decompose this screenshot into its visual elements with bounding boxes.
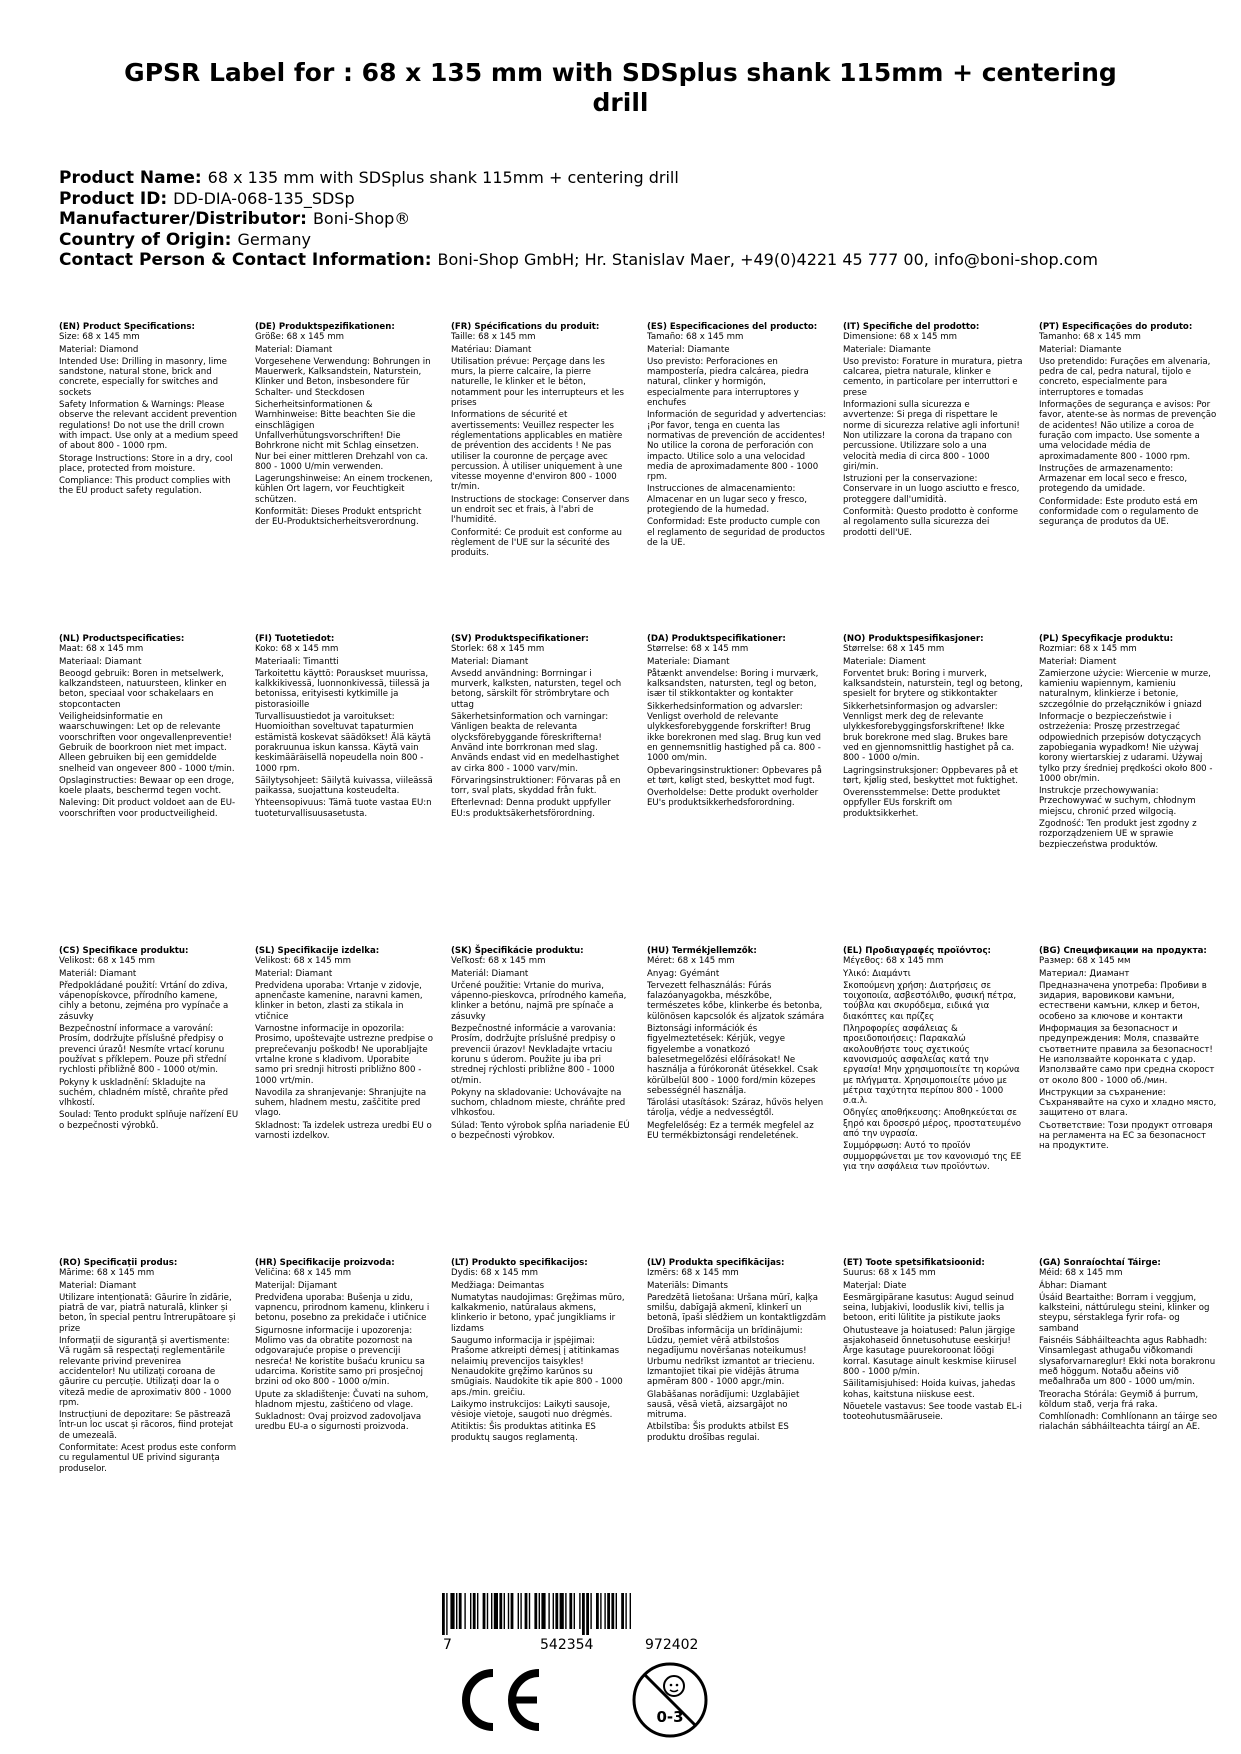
barcode-bar xyxy=(508,1593,509,1629)
spec-line: Размер: 68 x 145 мм xyxy=(1039,956,1131,967)
spec-line: Material: Diamant xyxy=(255,968,333,979)
spec-line: Méid: 68 x 145 mm xyxy=(1039,1268,1123,1279)
spec-heading: (LT) Produkto specifikacijos: xyxy=(451,1258,588,1268)
spec-line: Οδηγίες αποθήκευσης: Αποθηκεύεται σε ξηρό και δροσερό μέρος, προστατευμένο από την υγρασία. xyxy=(843,1108,1022,1140)
spec-line: Istruzioni per la conservazione: Conservare in un luogo asciutto e fresco, proteggere dall'umidità. xyxy=(843,474,1020,505)
spec-line: Size: 68 x 145 mm xyxy=(59,332,140,343)
spec-line: Instructions de stockage: Conserver dans un endroit sec et frais, à l'abri de l'humidité. xyxy=(451,494,630,526)
spec-line: Paredzētā lietošana: Uršana mūrī, kaļķa smilšu, dabīgajā akmenī, klinkerī un betonā, īpaši slēdžiem un kontaktligzdām xyxy=(647,1292,826,1324)
spec-line: Instrukcje przechowywania: Przechowywać w suchym, chłodnym miejscu, chronić przed wilgocią. xyxy=(1039,786,1196,817)
spec-line: Suurus: 68 x 145 mm xyxy=(843,1268,936,1279)
product-id-row xyxy=(59,189,1219,210)
spec-line: Storage Instructions: Store in a dry, cool place, protected from moisture. xyxy=(59,453,233,474)
spec-block xyxy=(647,1258,827,1445)
spec-line: Upute za skladištenje: Čuvati na suhom, hladnom mjestu, zaštićeno od vlage. xyxy=(255,1389,429,1410)
spec-line: Vorgesehene Verwendung: Bohrungen in Mauerwerk, Kalksandstein, Naturstein, Klinker und Beton, insbesondere für Schalter- und Steckdosen xyxy=(255,356,431,398)
spec-heading: (PL) Specyfikacje produktu: xyxy=(1039,634,1174,644)
spec-heading: (HR) Specifikacije proizvoda: xyxy=(255,1258,395,1268)
spec-heading: (CS) Specifikace produktu: xyxy=(59,946,189,956)
spec-line: Predvidena uporaba: Vrtanje v zidovje, apnenčaste kamenine, naravni kamen, klinker in beton, zlasti za stikala in vtičnice xyxy=(255,980,423,1022)
info-label: Product Name: xyxy=(59,168,202,188)
spec-line: Informații de siguranță și avertismente: Vă rugăm să respectați reglementările relevante privind prevenirea accidentelor! Nu utilizați coroana de găurire cu percuție. Utilizați doar la o viteză medie de aproximativ 800 - 1000 rpm. xyxy=(59,1336,232,1408)
spec-line: Material: Diamante xyxy=(1039,344,1122,355)
barcode-bar xyxy=(470,1593,471,1629)
spec-line: Størrelse: 68 x 145 mm xyxy=(647,644,749,655)
spec-block xyxy=(255,1258,435,1435)
spec-block xyxy=(647,322,827,550)
spec-line: Pokyny na skladovanie: Uchovávajte na suchom, chladnom mieste, chráňte pred vlhkosťou. xyxy=(451,1087,626,1119)
spec-heading: (PT) Especificações do produto: xyxy=(1039,322,1193,332)
spec-heading: (DE) Produktspezifikationen: xyxy=(255,322,395,332)
spec-line: Bezpečnostní informace a varování: Prosím, dodržujte příslušné předpisy o prevenci úrazů! Nesmíte vrtací korunu používat s příklepem. Pouze při střední rychlosti přibližně 800 - 1000 ot/min. xyxy=(59,1024,227,1076)
spec-line: Pokyny k uskladnění: Skladujte na suchém, chladném místě, chraňte před vlhkostí. xyxy=(59,1077,229,1109)
spec-line: Opbevaringsinstruktioner: Opbevares på et tørt, køligt sted, beskyttet mod fugt. xyxy=(647,765,822,786)
spec-line: Материал: Диамант xyxy=(1039,968,1130,979)
spec-line: Съответствие: Този продукт отговаря на регламента на ЕС за безопасност на продуктите. xyxy=(1039,1120,1213,1152)
barcode-bar xyxy=(548,1593,549,1629)
spec-heading: (HU) Termékjellemzők: xyxy=(647,946,757,956)
spec-block xyxy=(647,946,827,1143)
age-label: 0-3 xyxy=(656,1708,684,1726)
spec-line: Material: Diamant xyxy=(59,1280,137,1291)
spec-line: Μέγεθος: 68 x 145 mm xyxy=(843,956,944,967)
product-info xyxy=(59,168,1219,271)
spec-line: Soulad: Tento produkt splňuje nařízení EU o bezpečnosti výrobků. xyxy=(59,1110,239,1131)
barcode-bar xyxy=(621,1593,624,1629)
spec-line: Uso pretendido: Furações em alvenaria, pedra de cal, pedra natural, tijolo e concreto, especialmente para interruptores e tomadas xyxy=(1039,356,1211,398)
spec-line: Tamaño: 68 x 145 mm xyxy=(647,332,744,343)
spec-line: Storlek: 68 x 145 mm xyxy=(451,644,545,655)
spec-line: Informazioni sulla sicurezza e avvertenze: Si prega di rispettare le norme di sicurezza relative agli infortuni! Non utilizzare la corona da trapano con percussione. Utilizzare solo a una velocità media di circa 800 - 1000 giri/min. xyxy=(843,400,1020,472)
barcode-bar xyxy=(494,1593,498,1629)
contact-row xyxy=(59,250,1219,271)
spec-line: Materiaal: Diamant xyxy=(59,656,142,667)
spec-line: Comhlíonadh: Comhlíonann an táirge seo rialachán sábháilteachta táirgí an AE. xyxy=(1039,1412,1218,1433)
spec-line: Tervezett felhasználás: Fúrás falazóanyagokba, mészkőbe, természetes kőbe, klinkerbe és betonba, különösen kapcsolók és aljzatok számára xyxy=(647,980,825,1022)
spec-heading: (ET) Toote spetsifikatsioonid: xyxy=(843,1258,985,1268)
spec-block xyxy=(451,1258,631,1445)
barcode-bar xyxy=(442,1593,445,1635)
spec-line: Инструкции за съхранение: Съхранявайте на сухо и хладно място, защитено от влага. xyxy=(1039,1087,1217,1119)
spec-line: Σκοπούμενη χρήση: Διατρήσεις σε τοιχοποιία, ασβεστόλιθο, φυσική πέτρα, τούβλα και σκυρόδεμα, ειδικά για διακόπτες και πρίζες xyxy=(843,980,1017,1022)
spec-line: Conformidade: Este produto está em conformidade com o regulamento de segurança de produtos da UE. xyxy=(1039,496,1199,528)
barcode xyxy=(440,1593,740,1635)
spec-line: Laikymo instrukcijos: Laikyti sausoje, vėsioje vietoje, saugoti nuo drėgmės. xyxy=(451,1399,613,1421)
spec-line: Předpokládané použití: Vrtání do zdiva, vápenopískovce, přírodního kamene, cihly a betonu, zejména pro vypínače a zásuvky xyxy=(59,980,229,1022)
spec-heading: (EN) Product Specifications: xyxy=(59,322,195,332)
barcode-bar xyxy=(446,1593,447,1635)
spec-line: Varnostne informacije in opozorila: Prosimo, upoštevajte ustrezne predpise o preprečevanju poškodb! Ne uporabljajte vrtalne krone s kladivom. Uporabite samo pri srednji hitrosti približno 800 - 1000 vrt/min. xyxy=(255,1024,434,1086)
spec-heading: (FI) Tuotetiedot: xyxy=(255,634,335,644)
spec-line: Saugumo informacija ir įspėjimai: Prašome atkreipti dėmesį į atitinkamas nelaimių prevencijos taisykles! Nenaudokite gręžimo karūnos su smūgiais. Naudokite tik apie 800 - 1000 aps./min. greičiu. xyxy=(451,1336,623,1398)
spec-line: Matériau: Diamant xyxy=(451,344,532,355)
spec-line: Navodila za shranjevanje: Shranjujte na suhem, hladnem mestu, zaščitite pred vlago. xyxy=(255,1087,427,1119)
spec-line: Información de seguridad y advertencias: ¡Por favor, tenga en cuenta las normativas de prevención de accidentes! No utilice la corona de perforación con impacto. Utilice solo a una velocidad media de aproximadamente 800 - 1000 rpm. xyxy=(647,410,827,483)
barcode-bar xyxy=(477,1593,478,1629)
spec-line: Material: Diamant xyxy=(255,344,333,355)
spec-block xyxy=(1039,322,1219,530)
spec-line: Utilizare intenționată: Găurire în zidărie, piatră de var, piatră naturală, klinker și beton, în special pentru întrerupătoare și prize xyxy=(59,1292,236,1334)
spec-line: Overholdelse: Dette produkt overholder EU's produktsikkerhedsforordning. xyxy=(647,788,819,809)
barcode-bar xyxy=(529,1593,530,1629)
spec-line: Förvaringsinstruktioner: Förvaras på en torr, sval plats, skyddad från fukt. xyxy=(451,775,621,797)
spec-line: Dimensione: 68 x 145 mm xyxy=(843,332,957,343)
barcode-bar xyxy=(565,1593,566,1629)
spec-line: Úsáid Beartaithe: Borram i veggjum, kalksteini, náttúrulegu steini, klinker og steypu, sérstaklega fyrir rofa- og samband xyxy=(1039,1292,1210,1334)
spec-line: Méret: 68 x 145 mm xyxy=(647,956,735,967)
barcode-bar xyxy=(604,1593,605,1629)
spec-line: Υλικό: Διαμάντι xyxy=(843,968,911,979)
page-title: GPSR Label for : 68 x 135 mm with SDSplus shank 115mm + centering drill xyxy=(124,58,1117,117)
spec-line: Súlad: Tento výrobok spĺňa nariadenie EÚ o bezpečnosti výrobkov. xyxy=(451,1120,630,1142)
spec-line: Sicherheitsinformationen & Warnhinweise: Bitte beachten Sie die einschlägigen Unfallverhütungsvorschriften! Die Bohrkrone nicht mit Schlag einsetzen. Nur bei einer mittleren Drehzahl von ca. 800 - 1000 U/min verwenden. xyxy=(255,400,428,472)
barcode-bar xyxy=(459,1593,462,1629)
spec-block xyxy=(451,946,631,1143)
info-label: Product ID: xyxy=(59,188,168,209)
spec-line: Materiale: Diament xyxy=(843,656,926,667)
barcode-bar xyxy=(555,1593,558,1629)
spec-line: Ohutusteave ja hoiatused: Palun järgige asjakohaseid õnnetusohutuse eeskirju! Ärge kasutage puurekoroonat löögi korral. Kasutage ainult keskmise kiirusel 800 - 1000 p/min. xyxy=(843,1325,1017,1377)
barcode-bar xyxy=(464,1593,465,1629)
spec-line: Biztonsági információk és figyelmeztetések: Kérjük, vegye figyelembe a vonatkozó balesetmegelőzési előírásokat! Ne használja a fúrókoronát ütésekkel. Csak körülbelül 800 - 1000 ford/min közepes sebességnél használja. xyxy=(647,1024,818,1096)
spec-line: Atbilstība: Šis produkts atbilst ES produktu drošības regulai. xyxy=(647,1422,789,1443)
spec-block xyxy=(1039,946,1219,1154)
barcode-bar xyxy=(518,1593,519,1629)
barcode-digit-left: 7 xyxy=(443,1637,452,1653)
spec-heading: (DA) Produktspecifikationer: xyxy=(647,634,786,644)
spec-line: Säilitamisjuhised: Hoida kuivas, jahedas kohas, kaitstuna niiskuse eest. xyxy=(843,1379,1016,1400)
barcode-bar xyxy=(616,1593,617,1629)
spec-line: Materiaali: Timantti xyxy=(255,656,339,667)
spec-line: Informacje o bezpieczeństwie i ostrzeżenia: Proszę przestrzegać odpowiednich przepisów dotyczących zapobiegania wypadkom! Nie używaj korony wiertarskiej z udarami. Używaj tylko przy średniej prędkości około 800 - 1000 obr/min. xyxy=(1039,712,1213,784)
spec-line: Conformité: Ce produit est conforme au règlement de l'UE sur la sécurité des produits. xyxy=(451,527,622,559)
spec-line: Atitiktis: Šis produktas atitinka ES produktų saugos reglamentą. xyxy=(451,1422,596,1443)
barcode-bar xyxy=(596,1593,599,1629)
barcode-bar xyxy=(539,1593,540,1629)
spec-line: Instruções de armazenamento: Armazenar em local seco e fresco, protegendo da umidade. xyxy=(1039,463,1188,495)
spec-block xyxy=(1039,634,1219,852)
spec-line: Eesmärgipärane kasutus: Augud seinud seina, lubjakivi, looduslik kivi, tellis ja betoon, eriti lülitite ja pistikute jaoks xyxy=(843,1292,1014,1324)
info-value: Boni-Shop GmbH; Hr. Stanislav Maer, +49(0)4221 45 777 00, info@boni-shop.com xyxy=(437,250,1098,269)
spec-line: Instrucciones de almacenamiento: Almacenar en un lugar seco y fresco, protegiendo de la humedad. xyxy=(647,484,807,516)
spec-line: Conformità: Questo prodotto è conforme al regolamento sulla sicurezza dei prodotti dell'UE. xyxy=(843,507,1018,538)
spec-line: Compliance: This product complies with the EU product safety regulation. xyxy=(59,476,231,497)
spec-line: Forventet bruk: Boring i murverk, kalksandstein, naturstein, tegl og betong, spesielt for brytere og stikkontakter xyxy=(843,668,1023,700)
spec-line: Materiál: Diamant xyxy=(451,968,529,979)
spec-heading: (NO) Produktspesifikasjoner: xyxy=(843,634,984,644)
spec-line: Predviđena uporaba: Bušenja u zidu, vapnencu, prirodnom kamenu, klinkeru i betonu, posebno za prekidače i utičnice xyxy=(255,1292,430,1324)
country-row xyxy=(59,230,1219,251)
spec-line: Tárolási utasítások: Száraz, hűvös helyen tárolja, védje a nedvességtől. xyxy=(647,1098,824,1119)
spec-line: Skladnost: Ta izdelek ustreza uredbi EU o varnosti izdelkov. xyxy=(255,1120,432,1142)
info-value: DD-DIA-068-135_SDSp xyxy=(173,188,355,208)
info-value: 68 x 135 mm with SDSplus shank 115mm + centering drill xyxy=(207,168,679,187)
spec-line: Påtænkt anvendelse: Boring i murværk, kalksandsten, natursten, tegl og beton, især til stikkontakter og kontakter xyxy=(647,668,819,700)
spec-line: Materijal: Dijamant xyxy=(255,1280,338,1291)
spec-line: Tamanho: 68 x 145 mm xyxy=(1039,332,1141,343)
spec-line: Izmērs: 68 x 145 mm xyxy=(647,1268,739,1279)
spec-line: Treoracha Stórála: Geymið á þurrum, köldum stað, verja frá raka. xyxy=(1039,1389,1199,1410)
spec-line: Material: Diamant xyxy=(451,656,529,667)
barcode-bar xyxy=(625,1593,626,1629)
spec-heading: (EL) Προδιαγραφές προϊόντος: xyxy=(843,946,991,956)
barcode-bar xyxy=(586,1593,589,1635)
barcode-bar xyxy=(534,1593,537,1629)
barcode-bar xyxy=(473,1593,476,1629)
spec-line: Conformidad: Este producto cumple con el reglamento de seguridad de productos de la UE. xyxy=(647,517,825,548)
spec-line: Materiale: Diamant xyxy=(647,656,730,667)
spec-heading: (NL) Productspecificaties: xyxy=(59,634,185,644)
spec-line: Ábhar: Diamant xyxy=(1039,1280,1107,1291)
spec-line: Materiale: Diamante xyxy=(843,344,931,355)
barcode-bar xyxy=(579,1593,580,1629)
spec-line: Informações de segurança e avisos: Por favor, atente-se às normas de prevenção de acidentes! Não utilize a coroa de furação com impacto. Use somente a uma velocidade média de aproximadamente 800 - 1000 rpm. xyxy=(1039,400,1217,462)
spec-line: Bezpečnostné informácie a varovania: Prosím, dodržujte príslušné predpisy o prevencii úrazov! Nevkladajte vrtaciu korunu s úderom. Použite ju iba pri strednej rýchlosti približne 800 - 1000 ot/min. xyxy=(451,1024,616,1086)
info-value: Boni-Shop® xyxy=(312,209,411,228)
spec-line: Säkerhetsinformation och varningar: Vänligen beakta de relevanta olycksförebyggande föreskrifterna! Använd inte borrkronan med slag. Används endast vid en medelhastighet av cirka 800 - 1000 varv/min. xyxy=(451,712,620,774)
barcode-bar xyxy=(483,1593,486,1629)
spec-line: Instrucțiuni de depozitare: Se păstrează într-un loc uscat și răcoros, fiind protejat de umezeală. xyxy=(59,1410,234,1441)
spec-line: Πληροφορίες ασφάλειας & προειδοποιήσεις: Παρακαλώ ακολουθήστε τους σχετικούς κανονισμούς ασφαλείας κατά την εργασία! Μην χρησιμοποιείτε τη κορώνα με πλήγματα. Χρησιμοποιείτε μόνο με μέτρια ταχύτητα περίπου 800 - 1000 σ.α.λ. xyxy=(843,1024,1020,1107)
barcode-bar xyxy=(525,1593,528,1629)
spec-line: Tarkoitettu käyttö: Porauskset muurissa, kalkkikivessä, luonnonkivessä, tiilessä ja betonissa, erityisesti kytkimille ja pistorasioille xyxy=(255,668,430,710)
spec-line: Utilisation prévue: Perçage dans les murs, la pierre calcaire, la pierre naturelle, le klinker et le béton, notamment pour les interrupteurs et les prises xyxy=(451,356,624,409)
spec-line: Megfelelőség: Ez a termék megfelel az EU termékbiztonsági rendeletének. xyxy=(647,1120,814,1142)
info-label: Country of Origin: xyxy=(59,229,232,250)
spec-line: Safety Information & Warnings: Please observe the relevant accident prevention regulations! Do not use the drill crown with impact. Use only at a medium speed of about 800 - 1000 rpm. xyxy=(59,400,239,452)
spec-block xyxy=(843,322,1023,540)
spec-line: Mărime: 68 x 145 mm xyxy=(59,1268,155,1279)
ce-mark-icon xyxy=(455,1665,545,1735)
barcode-bar xyxy=(491,1593,492,1629)
spec-line: Størrelse: 68 x 145 mm xyxy=(843,644,945,655)
spec-line: Nõuetele vastavus: See toode vastab EL-i tooteohutusmääruseie. xyxy=(843,1401,1022,1423)
spec-line: Efterlevnad: Denna produkt uppfyller EU:s produktsäkerhetsförordning. xyxy=(451,798,611,819)
spec-line: Opslaginstructies: Bewaar op een droge, koele plaats, beschermd tegen vocht. xyxy=(59,775,235,797)
spec-block xyxy=(843,1258,1023,1424)
spec-line: Koko: 68 x 145 mm xyxy=(255,644,339,655)
spec-line: Lagringsinstruksjoner: Oppbevares på et tørt, kjølig sted, beskyttet mot fuktighet. xyxy=(843,765,1019,786)
spec-heading: (RO) Specificații produs: xyxy=(59,1258,178,1268)
spec-line: Veiligheidsinformatie en waarschuwingen: Let op de relevante voorschriften voor ongevallenpreventie! Gebruik de boorkroon niet met impact. Alleen gebruiken bij een gemiddelde snelheid van ongeveer 800 - 1000 t/min. xyxy=(59,712,235,774)
spec-line: Veličina: 68 x 145 mm xyxy=(255,1268,352,1279)
spec-heading: (ES) Especificaciones del producto: xyxy=(647,322,818,332)
barcode-bar xyxy=(574,1593,575,1629)
spec-block xyxy=(451,322,631,561)
barcode-bar xyxy=(630,1593,631,1629)
spec-line: Intended Use: Drilling in masonry, lime sandstone, natural stone, brick and concrete, especially for switches and sockets xyxy=(59,356,227,398)
spec-line: Materjal: Diate xyxy=(843,1280,907,1291)
spec-line: Conformitate: Acest produs este conform cu regulamentul UE privind siguranța produselor. xyxy=(59,1443,237,1474)
spec-line: Beoogd gebruik: Boren in metselwerk, kalkzandsteen, natuursteen, klinker en beton, speciaal voor schakelaars en stopcontacten xyxy=(59,668,227,710)
spec-block xyxy=(1039,1258,1219,1435)
barcode-bar xyxy=(520,1593,521,1629)
not-for-children-0-3-icon xyxy=(630,1660,710,1740)
spec-line: Medžiaga: Deimantas xyxy=(451,1280,545,1291)
barcode-bar xyxy=(582,1593,585,1635)
barcode-bar xyxy=(511,1593,514,1629)
spec-block xyxy=(59,634,239,821)
spec-line: Sikkerhedsinformation og advarsler: Venligst overhold de relevante ulykkesforebyggende forskrifter! Brug ikke borekronen med slag. Brug kun ved en gennemsnitlig hastighed på ca. 800 - 1000 om/min. xyxy=(647,701,822,764)
barcode-bar xyxy=(607,1593,610,1629)
spec-line: Material: Diamante xyxy=(647,344,730,355)
barcode-bar xyxy=(600,1593,601,1629)
spec-line: Naleving: Dit product voldoet aan de EU-voorschriften voor productveiligheid. xyxy=(59,798,236,819)
spec-heading: (LV) Produkta specifikācijas: xyxy=(647,1258,785,1268)
spec-line: Информация за безопасност и предупреждения: Моля, спазвайте съответните правила за безопасност! Не използвайте коронката с удар. Използвайте само при средна скорост от около 800 - 1000 об./мин. xyxy=(1039,1024,1215,1086)
spec-line: Informations de sécurité et avertissements: Veuillez respecter les réglementations applicables en matière de prévention des accidents ! Ne pas utiliser la couronne de perçage avec percussion. À utiliser uniquement à une vitesse moyenne d'environ 800 - 1000 tr/min. xyxy=(451,410,623,493)
spec-line: Drošības informācija un brīdinājumi: Lūdzu, ņemiet vērā atbilstošos negadījumu novēršanas noteikumus! Urbumu nedrīkst izmantot ar triecienu. Izmantojiet tikai pie vidējās ātruma apmēram 800 - 1000 apgr./min. xyxy=(647,1325,815,1388)
spec-line: Taille: 68 x 145 mm xyxy=(451,332,536,343)
barcode-bar xyxy=(456,1593,457,1629)
spec-block xyxy=(843,634,1023,821)
barcode-bar xyxy=(541,1593,545,1629)
spec-line: Dydis: 68 x 145 mm xyxy=(451,1268,539,1279)
spec-line: Turvallisuustiedot ja varoitukset: Huomioithan soveltuvat tapaturmien estämistä koskevat säädökset! Älä käytä porakruunua iskun kanssa. Käytä vain keskimääräisellä nopeudella noin 800 - 1000 rpm. xyxy=(255,712,431,774)
product-name-row xyxy=(59,168,1219,189)
spec-line: Konformität: Dieses Produkt entspricht der EU-Produktsicherheitsverordnung. xyxy=(255,507,422,528)
spec-heading: (FR) Spécifications du produit: xyxy=(451,322,600,332)
spec-line: Glabāšanas norādījumi: Uzglabājiet sausā, vēsā vietā, aizsargājot no mitruma. xyxy=(647,1389,800,1421)
barcode-bar xyxy=(487,1593,488,1629)
spec-block xyxy=(843,946,1023,1174)
barcode-bar xyxy=(553,1593,554,1629)
spec-line: Lagerungshinweise: An einem trockenen, kühlen Ort lagern, vor Feuchtigkeit schützen. xyxy=(255,474,433,505)
spec-block xyxy=(255,634,435,821)
spec-line: Material: Diamond xyxy=(59,344,139,355)
spec-line: Sukladnost: Ovaj proizvod zadovoljava uredbu EU-a o sigurnosti proizvoda. xyxy=(255,1412,422,1433)
barcode-digits-middle: 542354 xyxy=(540,1637,594,1653)
barcode-bar xyxy=(499,1593,502,1629)
spec-block xyxy=(59,946,239,1133)
spec-heading: (SV) Produktspecifikationer: xyxy=(451,634,589,644)
spec-line: Velikost: 68 x 145 mm xyxy=(255,956,352,967)
spec-line: Sikkerhetsinformasjon og advarsler: Vennligst merk deg de relevante ulykkesforebyggingsforskriftene! Ikke bruk borekrone med slag. Brukes bare ved en gjennomsnittlig hastighet på ca. 800 - 1000 o/min. xyxy=(843,701,1015,764)
spec-line: Veľkosť: 68 x 145 mm xyxy=(451,956,546,967)
barcode-bar xyxy=(504,1593,505,1629)
spec-line: Numatytas naudojimas: Gręžimas mūro, kalkakmenio, natūralaus akmens, klinkerio ir betono, ypač jungikliams ir lizdams xyxy=(451,1292,625,1334)
info-label: Manufacturer/Distributor: xyxy=(59,209,307,229)
spec-heading: (SK) Špecifikácie produktu: xyxy=(451,946,584,956)
spec-line: Zgodność: Ten produkt jest zgodny z rozporządzeniem UE w sprawie bezpieczeństwa produktów. xyxy=(1039,819,1197,850)
manufacturer-row xyxy=(59,209,1219,230)
spec-line: Zamierzone użycie: Wiercenie w murze, kamieniu wapiennym, kamieniu naturalnym, klinkierze i betonie, szczególnie do przełączników i gniazd xyxy=(1039,668,1211,710)
spec-line: Uso previsto: Perforaciones en mampostería, piedra calcárea, piedra natural, clinker y hormigón, especialmente para interruptores y enchufes xyxy=(647,356,809,409)
spec-line: Größe: 68 x 145 mm xyxy=(255,332,344,343)
spec-heading: (GA) Sonraíochtaí Táirge: xyxy=(1039,1258,1161,1268)
spec-line: Rozmiar: 68 x 145 mm xyxy=(1039,644,1137,655)
spec-block xyxy=(255,322,435,530)
spec-line: Anyag: Gyémánt xyxy=(647,968,720,979)
spec-heading: (IT) Specifiche del prodotto: xyxy=(843,322,980,332)
spec-block xyxy=(59,322,239,499)
spec-block xyxy=(647,634,827,811)
spec-line: Overensstemmelse: Dette produktet oppfyller EUs forskrift om produktsikkerhet. xyxy=(843,788,1001,819)
spec-block xyxy=(451,634,631,821)
spec-line: Materiāls: Dimants xyxy=(647,1280,728,1291)
spec-line: Faisnéis Sábháilteachta agus Rabhadh: Vinsamlegast athugaðu viðkomandi slysaforvarnareglur! Ekki nota borakronu með höggum. Notaðu aðeins við meðalhraða um 800 - 1000 um/min. xyxy=(1039,1336,1216,1388)
barcode-bar xyxy=(450,1593,454,1629)
spec-line: Velikost: 68 x 145 mm xyxy=(59,956,156,967)
spec-line: Предназначена употреба: Пробиви в зидария, варовикови камъни, естествени камъни, клкер и бетон, особено за ключове и контакти xyxy=(1039,980,1207,1022)
spec-line: Säilytysohjeet: Säilytä kuivassa, viileässä paikassa, suojattuna kosteudelta. xyxy=(255,775,433,797)
spec-heading: (SL) Specifikacije izdelka: xyxy=(255,946,380,956)
info-label: Contact Person & Contact Information: xyxy=(59,250,432,270)
spec-line: Sigurnosne informacije i upozorenja: Molimo vas da obratite pozornost na odgovarajuće propise o prevenciji nesreća! Ne koristite bušaću krunicu sa udarcima. Koristite samo pri prosječnoj brzini od oko 800 - 1000 o/min. xyxy=(255,1325,425,1388)
barcode-bar xyxy=(569,1593,572,1629)
spec-line: Materiál: Diamant xyxy=(59,968,137,979)
barcode-digits-right: 972402 xyxy=(645,1637,699,1653)
spec-line: Avsedd användning: Borrningar i murverk, kalksten, natursten, tegel och betong, särskilt för strömbrytare och uttag xyxy=(451,668,622,710)
spec-line: Maat: 68 x 145 mm xyxy=(59,644,144,655)
barcode-bar xyxy=(590,1593,591,1629)
spec-line: Určené použitie: Vrtanie do muriva, vápenno-pieskovca, prírodného kameňa, klinker a betónu, najmä pre spínače a zásuvky xyxy=(451,980,627,1022)
spec-heading: (BG) Спецификации на продукта: xyxy=(1039,946,1207,956)
spec-line: Συμμόρφωση: Αυτό το προϊόν συμμορφώνεται με τον κανονισμό της ΕΕ για την ασφάλεια των προϊόντων. xyxy=(843,1141,1022,1172)
spec-line: Materiał: Diament xyxy=(1039,656,1117,667)
spec-line: Uso previsto: Forature in muratura, pietra calcarea, pietra naturale, klinker e cemento, in particolare per interruttori e prese xyxy=(843,356,1023,398)
info-value: Germany xyxy=(237,229,311,249)
spec-block xyxy=(59,1258,239,1476)
spec-block xyxy=(255,946,435,1143)
barcode-bar xyxy=(611,1593,614,1629)
spec-line: Yhteensopivuus: Tämä tuote vastaa EU:n tuoteturvallisuusasetusta. xyxy=(255,798,432,819)
barcode-bar xyxy=(560,1593,564,1629)
